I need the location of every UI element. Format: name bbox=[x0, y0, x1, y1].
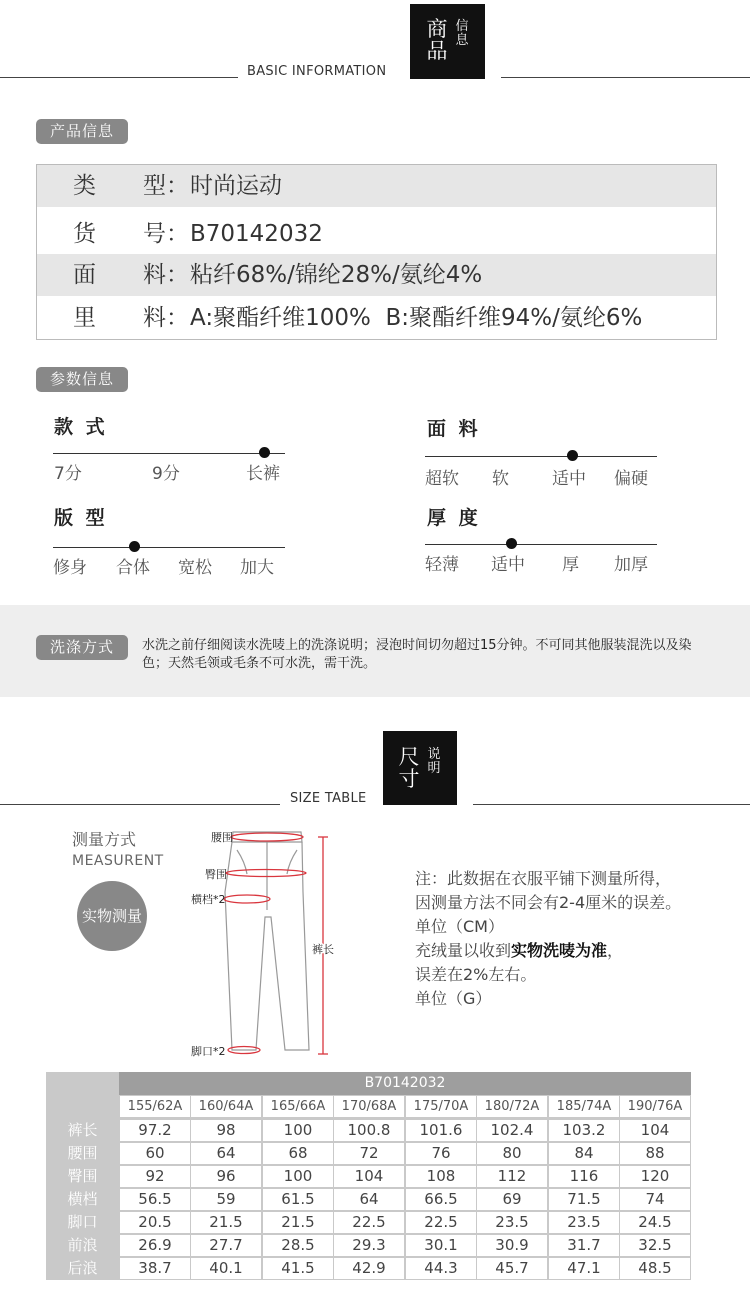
size-cell: 30.9 bbox=[477, 1235, 547, 1256]
size-column-header: 155/62A bbox=[120, 1096, 190, 1117]
size-cell: 29.3 bbox=[334, 1235, 404, 1256]
size-cell: 102.4 bbox=[477, 1120, 547, 1141]
size-row-label: 横档 bbox=[67, 1190, 98, 1208]
note-line-3: 单位（CM） bbox=[415, 917, 504, 936]
size-cell: 104 bbox=[334, 1166, 404, 1187]
size-table-header bbox=[0, 725, 750, 810]
size-column-header: 185/74A bbox=[549, 1096, 619, 1117]
size-cell: 41.5 bbox=[263, 1258, 333, 1279]
info-row-fabric: 面 料： 粘纤68%/锦纶28%/氨纶4% bbox=[37, 254, 716, 296]
size-cell: 72 bbox=[334, 1143, 404, 1164]
header-rule-left bbox=[0, 77, 238, 78]
param-thickness-option: 加厚 bbox=[614, 555, 648, 575]
size-cell: 100 bbox=[263, 1166, 333, 1187]
param-thickness-title: 厚 度 bbox=[427, 507, 481, 529]
size-cell: 22.5 bbox=[406, 1212, 476, 1233]
size-cell: 68 bbox=[263, 1143, 333, 1164]
size-cell: 100 bbox=[263, 1120, 333, 1141]
size-cell: 48.5 bbox=[620, 1258, 690, 1279]
size-column-header: 175/70A bbox=[406, 1096, 476, 1117]
size-cell: 88 bbox=[620, 1143, 690, 1164]
measure-badge: 实物测量 bbox=[77, 881, 147, 951]
size-cell: 100.8 bbox=[334, 1120, 404, 1141]
size-cell: 97.2 bbox=[120, 1120, 190, 1141]
diagram-label-hem: 脚口*2 bbox=[191, 1045, 226, 1058]
param-fit-marker bbox=[129, 541, 140, 552]
header-badge-sub: 说 明 bbox=[427, 747, 441, 776]
size-cell: 92 bbox=[120, 1166, 190, 1187]
header-badge-main: 尺 寸 bbox=[398, 745, 420, 791]
size-cell: 30.1 bbox=[406, 1235, 476, 1256]
size-cell: 27.7 bbox=[191, 1235, 261, 1256]
param-style-option: 7分 bbox=[54, 464, 82, 484]
size-cell: 21.5 bbox=[191, 1212, 261, 1233]
header-rule-left bbox=[0, 804, 280, 805]
size-cell: 22.5 bbox=[334, 1212, 404, 1233]
info-value: 时尚运动 bbox=[190, 173, 282, 199]
param-fabric-marker bbox=[567, 450, 578, 461]
param-fabric-title: 面 料 bbox=[427, 418, 481, 440]
param-fit-title: 版 型 bbox=[54, 507, 108, 529]
param-style-track bbox=[53, 453, 285, 454]
param-fit-track bbox=[53, 547, 285, 548]
size-cell: 44.3 bbox=[406, 1258, 476, 1279]
size-cell: 60 bbox=[120, 1143, 190, 1164]
param-thickness-option: 厚 bbox=[562, 555, 579, 575]
header-rule-right bbox=[473, 804, 750, 805]
size-cell: 116 bbox=[549, 1166, 619, 1187]
diagram-label-waist: 腰围 bbox=[211, 831, 233, 844]
param-style-option: 9分 bbox=[152, 464, 180, 484]
size-cell: 64 bbox=[191, 1143, 261, 1164]
size-cell: 66.5 bbox=[406, 1189, 476, 1210]
param-thickness-marker bbox=[506, 538, 517, 549]
size-cell: 28.5 bbox=[263, 1235, 333, 1256]
product-info-tag: 产品信息 bbox=[36, 119, 128, 144]
size-cell: 74 bbox=[620, 1189, 690, 1210]
size-column-header: 170/68A bbox=[334, 1096, 404, 1117]
diagram-label-thigh: 横档*2 bbox=[191, 893, 226, 906]
pants-diagram bbox=[185, 822, 360, 1062]
diagram-label-hip: 臀围 bbox=[205, 868, 227, 881]
header-badge bbox=[410, 4, 485, 79]
thigh-measure-mark bbox=[224, 895, 270, 903]
wash-instructions: 水洗之前仔细阅读水洗唛上的洗涤说明；浸泡时间切勿超过15分钟。不可同其他服装混洗以及染色；天然毛领或毛条不可水洗，需干洗。 bbox=[142, 638, 692, 671]
param-fabric-option: 软 bbox=[492, 469, 509, 489]
size-row-label: 后浪 bbox=[67, 1259, 98, 1277]
info-value: B70142032 bbox=[190, 221, 323, 247]
info-row-lining: 里 料： A:聚酯纤维100% B:聚酯纤维94%/氨纶6% bbox=[37, 297, 716, 339]
param-fabric-track bbox=[425, 456, 657, 457]
header-english-title: BASIC INFORMATION bbox=[247, 64, 387, 79]
size-column-header: 180/72A bbox=[477, 1096, 547, 1117]
size-row-label: 腰围 bbox=[67, 1144, 98, 1162]
size-cell: 84 bbox=[549, 1143, 619, 1164]
param-style-marker bbox=[259, 447, 270, 458]
note-line-1: 注：此数据在衣服平铺下测量所得， bbox=[415, 869, 672, 888]
size-cell: 31.7 bbox=[549, 1235, 619, 1256]
note-line-4: 充绒量以收到实物洗唛为准， bbox=[415, 941, 624, 960]
size-cell: 80 bbox=[477, 1143, 547, 1164]
size-cell: 98 bbox=[191, 1120, 261, 1141]
size-cell: 61.5 bbox=[263, 1189, 333, 1210]
size-cell: 101.6 bbox=[406, 1120, 476, 1141]
size-cell: 20.5 bbox=[120, 1212, 190, 1233]
param-fabric-option: 适中 bbox=[552, 469, 586, 489]
param-thickness-option: 适中 bbox=[491, 555, 525, 575]
size-row-label: 脚口 bbox=[67, 1213, 98, 1231]
header-badge bbox=[383, 731, 457, 805]
info-row-type: 类 型： 时尚运动 bbox=[37, 165, 716, 207]
info-value: A:聚酯纤维100% B:聚酯纤维94%/氨纶6% bbox=[190, 305, 643, 331]
size-cell: 45.7 bbox=[477, 1258, 547, 1279]
param-fit-option: 合体 bbox=[116, 558, 150, 578]
hip-measure-mark bbox=[226, 870, 306, 877]
diagram-label-length: 裤长 bbox=[312, 943, 334, 956]
param-fabric-option: 超软 bbox=[425, 469, 459, 489]
size-row-label: 裤长 bbox=[67, 1121, 98, 1139]
note-line-2: 因测量方法不同会有2-4厘米的误差。 bbox=[415, 893, 682, 912]
header-rule-right bbox=[501, 77, 750, 78]
size-cell: 21.5 bbox=[263, 1212, 333, 1233]
size-row-label: 前浪 bbox=[67, 1236, 98, 1254]
size-table bbox=[46, 1072, 691, 1280]
size-cell: 24.5 bbox=[620, 1212, 690, 1233]
size-cell: 32.5 bbox=[620, 1235, 690, 1256]
param-fabric-option: 偏硬 bbox=[614, 469, 648, 489]
size-cell: 64 bbox=[334, 1189, 404, 1210]
size-cell: 112 bbox=[477, 1166, 547, 1187]
size-table-title: B70142032 bbox=[119, 1072, 691, 1095]
param-fit-option: 加大 bbox=[240, 558, 274, 578]
param-fit-option: 宽松 bbox=[178, 558, 212, 578]
param-fit-option: 修身 bbox=[53, 558, 87, 578]
size-cell: 108 bbox=[406, 1166, 476, 1187]
size-cell: 23.5 bbox=[549, 1212, 619, 1233]
size-cell: 69 bbox=[477, 1189, 547, 1210]
size-cell: 56.5 bbox=[120, 1189, 190, 1210]
measure-method-title: 测量方式 bbox=[72, 830, 137, 849]
size-column-header: 165/66A bbox=[263, 1096, 333, 1117]
info-row-item-number: 货 号： B70142032 bbox=[37, 213, 716, 255]
size-cell: 42.9 bbox=[334, 1258, 404, 1279]
param-info-tag: 参数信息 bbox=[36, 367, 128, 392]
note-line-5: 误差在2%左右。 bbox=[415, 965, 537, 984]
size-cell: 120 bbox=[620, 1166, 690, 1187]
info-value: 粘纤68%/锦纶28%/氨纶4% bbox=[190, 262, 483, 288]
param-thickness-option: 轻薄 bbox=[425, 555, 459, 575]
size-cell: 76 bbox=[406, 1143, 476, 1164]
param-style-title: 款 式 bbox=[54, 416, 108, 438]
note-line-6: 单位（G） bbox=[415, 989, 492, 1008]
size-cell: 40.1 bbox=[191, 1258, 261, 1279]
size-cell: 23.5 bbox=[477, 1212, 547, 1233]
header-badge-sub: 信 息 bbox=[455, 19, 469, 48]
header-badge-main: 商 品 bbox=[426, 17, 448, 63]
size-column-header: 190/76A bbox=[620, 1096, 690, 1117]
size-cell: 71.5 bbox=[549, 1189, 619, 1210]
size-cell: 103.2 bbox=[549, 1120, 619, 1141]
size-cell: 47.1 bbox=[549, 1258, 619, 1279]
product-info-table bbox=[36, 164, 717, 340]
basic-info-header bbox=[0, 0, 750, 80]
wash-tag: 洗涤方式 bbox=[36, 635, 128, 660]
size-cell: 96 bbox=[191, 1166, 261, 1187]
size-cell: 26.9 bbox=[120, 1235, 190, 1256]
size-cell: 59 bbox=[191, 1189, 261, 1210]
measure-method-english: MEASURENT bbox=[72, 853, 164, 869]
size-row-label: 臀围 bbox=[67, 1167, 98, 1185]
param-thickness-track bbox=[425, 544, 657, 545]
param-style-option: 长裤 bbox=[246, 464, 280, 484]
size-column-header: 160/64A bbox=[191, 1096, 261, 1117]
size-cell: 104 bbox=[620, 1120, 690, 1141]
size-cell: 38.7 bbox=[120, 1258, 190, 1279]
header-english-title: SIZE TABLE bbox=[290, 791, 367, 806]
waist-measure-mark bbox=[231, 833, 303, 841]
